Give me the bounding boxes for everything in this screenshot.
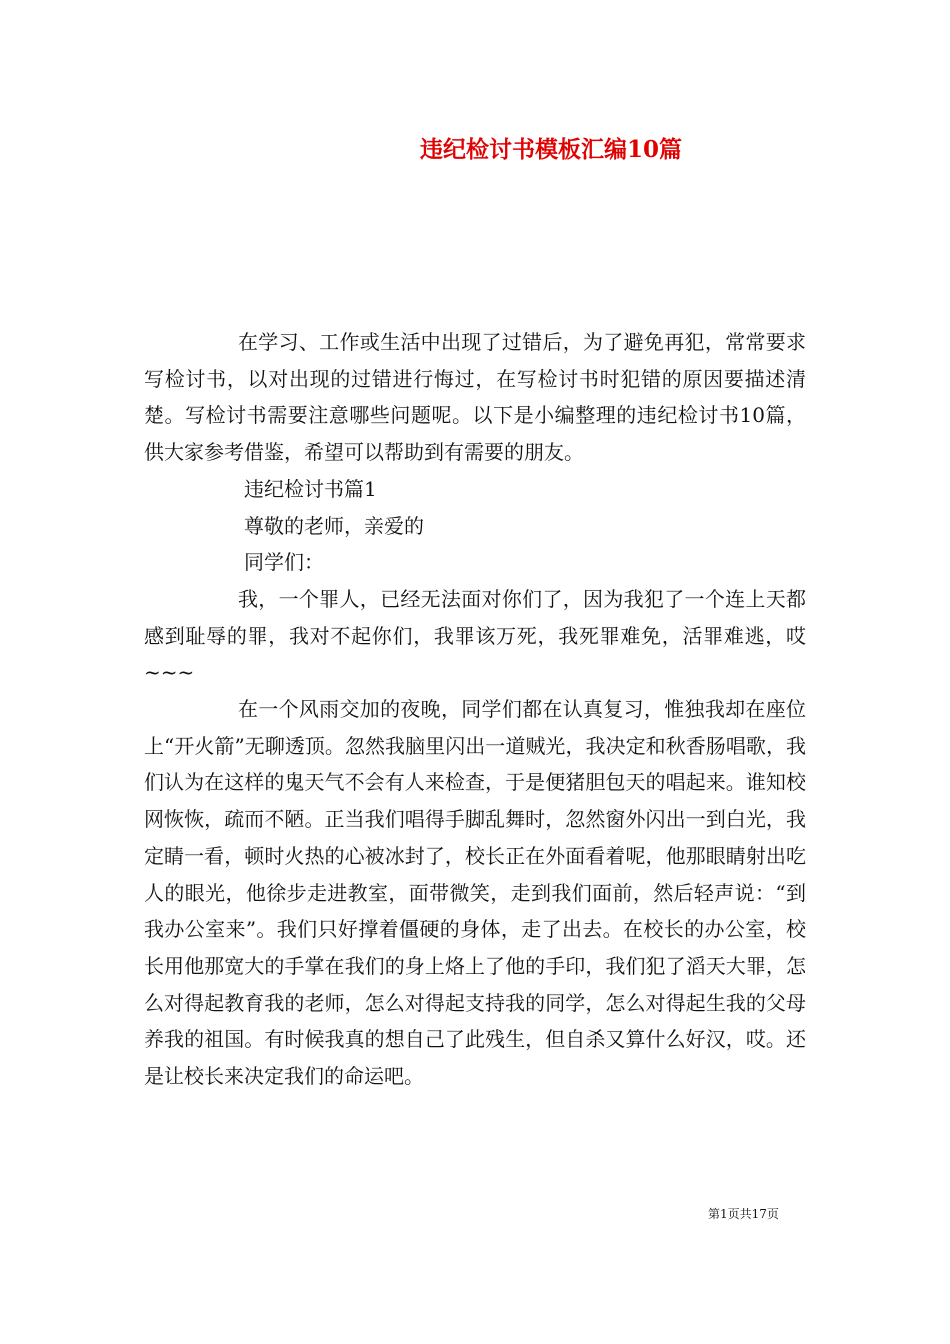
document-body: [144, 324, 806, 1095]
body-paragraph-2: 在一个风雨交加的夜晚，同学们都在认真复习，惟独我却在座位上“开火箭”无聊透顶。忽然我脑里闪出一道贼光，我决定和秋香肠唱歌，我们认为在这样的鬼天气不会有人来检查，于是便猪胆包天的唱起来。谁知校网恢恢，疏而不陋。正当我们唱得手脚乱舞时，忽然窗外闪出一到白光，我定睛一看，顿时火热的心被冰封了，校长正在外面看着呢，他那眼睛射出吃人的眼光，他徐步走进教室，面带微笑，走到我们面前，然后轻声说：“到我办公室来”。我们只好撑着僵硬的身体，走了出去。在校长的办公室，校长用他那宽大的手掌在我们的身上烙上了他的手印，我们犯了滔天大罪，怎么对得起教育我的老师，怎么对得起支持我的同学，怎么对得起生我的父母养我的祖国。有时候我真的想自己了此残生，但自杀又算什么好汉，哎。还是让校长来决定我们的命运吧。: [144, 697, 806, 1089]
document-title: 违纪检讨书模板汇编10篇: [420, 136, 683, 163]
section-heading: 违纪检讨书篇1: [244, 476, 377, 501]
page-number: 第1页共17页: [708, 1207, 779, 1221]
intro-paragraph: 在学习、工作或生活中出现了过错后，为了避免再犯，常常要求写检讨书，以对出现的过错进行悔过，在写检讨书时犯错的原因要描述清楚。写检讨书需要注意哪些问题呢。以下是小编整理的违纪检讨书10篇，供大家参考借鉴，希望可以帮助到有需要的朋友。: [144, 330, 806, 465]
salutation-line-1: 尊敬的老师，亲爱的: [244, 513, 424, 538]
salutation-line-2: 同学们：: [244, 550, 324, 575]
body-paragraph-1: 我，一个罪人，已经无法面对你们了，因为我犯了一个连上天都感到耻辱的罪，我对不起你们，我罪该万死，我死罪难免，活罪难逃，哎~~~: [144, 586, 806, 685]
